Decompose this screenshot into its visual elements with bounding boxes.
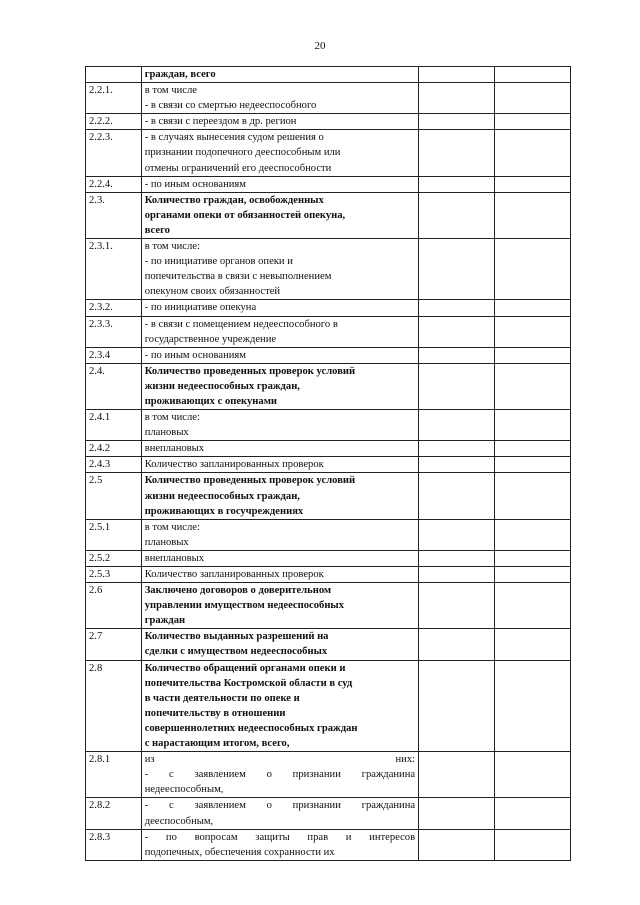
row-number: 2.6 <box>86 583 142 629</box>
row-number: 2.2.1. <box>86 83 142 114</box>
table-row <box>86 363 571 409</box>
description-line: попечительства в связи с невыполнением <box>144 271 332 283</box>
description-line: государственное учреждение <box>144 333 277 345</box>
value-cell-1 <box>419 629 495 660</box>
row-description <box>141 441 418 457</box>
description-line: из них: <box>144 754 416 766</box>
description-line: Количество запланированных проверок <box>144 459 324 471</box>
value-cell-2 <box>495 83 571 114</box>
description-line: - по вопросам защиты прав и интересов <box>144 831 416 843</box>
description-line: Количество проведенных проверок условий <box>144 475 356 487</box>
row-description <box>141 239 418 300</box>
row-number: 2.3.1. <box>86 239 142 300</box>
table-row <box>86 316 571 347</box>
row-number: 2.2.2. <box>86 114 142 130</box>
description-line: - в связи со смертью недееспособного <box>144 100 317 112</box>
value-cell-1 <box>419 83 495 114</box>
row-number: 2.5.1 <box>86 519 142 550</box>
row-number <box>86 67 142 83</box>
table-row <box>86 441 571 457</box>
value-cell-1 <box>419 410 495 441</box>
table-row <box>86 583 571 629</box>
value-cell-1 <box>419 583 495 629</box>
row-description <box>141 410 418 441</box>
row-description <box>141 550 418 566</box>
table-row <box>86 660 571 752</box>
value-cell-1 <box>419 567 495 583</box>
description-line: граждан, всего <box>144 69 216 80</box>
value-cell-1 <box>419 519 495 550</box>
description-line: органами опеки от обязанностей опекуна, <box>144 209 346 221</box>
description-line: в том числе: <box>144 412 200 424</box>
row-description <box>141 629 418 660</box>
row-description <box>141 316 418 347</box>
row-description <box>141 752 418 798</box>
description-line: сделки с имуществом недееспособных <box>144 646 328 658</box>
value-cell-1 <box>419 347 495 363</box>
row-number: 2.2.4. <box>86 176 142 192</box>
value-cell-1 <box>419 550 495 566</box>
table-row <box>86 239 571 300</box>
row-number: 2.4.2 <box>86 441 142 457</box>
table-row <box>86 567 571 583</box>
value-cell-1 <box>419 176 495 192</box>
description-line: всего <box>144 224 170 236</box>
description-line: - по иным основаниям <box>144 349 246 361</box>
row-description <box>141 67 418 83</box>
row-description <box>141 114 418 130</box>
row-number: 2.3.4 <box>86 347 142 363</box>
report-table-body <box>86 67 571 861</box>
description-line: в том числе: <box>144 241 200 253</box>
value-cell-2 <box>495 752 571 798</box>
row-number: 2.4.1 <box>86 410 142 441</box>
description-line: - в связи с помещением недееспособного в <box>144 318 338 330</box>
row-number: 2.2.3. <box>86 130 142 176</box>
description-line: - по иным основаниям <box>144 178 246 190</box>
row-number: 2.4.3 <box>86 457 142 473</box>
description-line: - с заявлением о признании гражданина <box>144 769 416 781</box>
row-number: 2.8.1 <box>86 752 142 798</box>
value-cell-2 <box>495 239 571 300</box>
description-line: в том числе: <box>144 521 200 533</box>
value-cell-1 <box>419 363 495 409</box>
page-number: 20 <box>314 40 326 52</box>
row-description <box>141 829 418 860</box>
table-row <box>86 629 571 660</box>
description-line: проживающих в госучреждениях <box>144 505 304 517</box>
description-line: попечительства Костромской области в суд <box>144 677 353 689</box>
table-row <box>86 519 571 550</box>
value-cell-2 <box>495 829 571 860</box>
value-cell-2 <box>495 347 571 363</box>
row-number: 2.5.2 <box>86 550 142 566</box>
value-cell-1 <box>419 441 495 457</box>
value-cell-2 <box>495 300 571 316</box>
description-line: - по инициативе органов опеки и <box>144 256 293 268</box>
row-number: 2.3. <box>86 192 142 238</box>
description-line: жизни недееспособных граждан, <box>144 490 300 502</box>
description-line: внеплановых <box>144 443 205 455</box>
value-cell-2 <box>495 410 571 441</box>
row-number: 2.8 <box>86 660 142 752</box>
row-number: 2.5.3 <box>86 567 142 583</box>
description-line: - в случаях вынесения судом решения о <box>144 132 324 144</box>
row-description <box>141 473 418 519</box>
value-cell-2 <box>495 176 571 192</box>
description-line: в части деятельности по опеке и <box>144 692 300 704</box>
description-line: признании подопечного дееспособным или <box>144 147 341 159</box>
row-number: 2.8.2 <box>86 798 142 829</box>
value-cell-1 <box>419 829 495 860</box>
value-cell-1 <box>419 300 495 316</box>
value-cell-2 <box>495 67 571 83</box>
description-line: дееспособным, <box>144 815 214 827</box>
description-line: - с заявлением о признании гражданина <box>144 800 416 812</box>
description-line: недееспособным, <box>144 784 224 796</box>
table-row <box>86 798 571 829</box>
row-number: 2.8.3 <box>86 829 142 860</box>
description-line: плановых <box>144 427 189 439</box>
value-cell-1 <box>419 114 495 130</box>
value-cell-1 <box>419 473 495 519</box>
value-cell-1 <box>419 798 495 829</box>
value-cell-2 <box>495 363 571 409</box>
row-description <box>141 83 418 114</box>
row-number: 2.3.3. <box>86 316 142 347</box>
description-line: граждан <box>144 615 186 627</box>
row-description <box>141 192 418 238</box>
row-number: 2.3.2. <box>86 300 142 316</box>
table-row <box>86 410 571 441</box>
row-number: 2.7 <box>86 629 142 660</box>
table-row <box>86 192 571 238</box>
value-cell-1 <box>419 457 495 473</box>
value-cell-2 <box>495 457 571 473</box>
row-description <box>141 798 418 829</box>
value-cell-2 <box>495 567 571 583</box>
table-row <box>86 347 571 363</box>
value-cell-1 <box>419 316 495 347</box>
table-row <box>86 550 571 566</box>
value-cell-1 <box>419 192 495 238</box>
table-row <box>86 300 571 316</box>
description-line: - по инициативе опекуна <box>144 302 257 314</box>
description-line: плановых <box>144 536 189 548</box>
description-line: Количество выданных разрешений на <box>144 631 329 643</box>
description-line: управлении имуществом недееспособных <box>144 600 344 612</box>
description-line: проживающих с опекунами <box>144 395 278 407</box>
table-row <box>86 83 571 114</box>
description-line: в том числе <box>144 85 197 97</box>
table-row <box>86 457 571 473</box>
description-line: - в связи с переездом в др. регион <box>144 116 297 128</box>
description-line: подопечных, обеспечения сохранности их <box>144 846 335 858</box>
row-description <box>141 519 418 550</box>
row-description <box>141 457 418 473</box>
table-row <box>86 114 571 130</box>
description-line: внеплановых <box>144 552 205 564</box>
row-description <box>141 363 418 409</box>
value-cell-2 <box>495 519 571 550</box>
description-line: Количество граждан, освобожденных <box>144 194 324 206</box>
value-cell-2 <box>495 114 571 130</box>
value-cell-2 <box>495 441 571 457</box>
description-line: жизни недееспособных граждан, <box>144 380 300 392</box>
table-row <box>86 752 571 798</box>
value-cell-1 <box>419 752 495 798</box>
description-line: с нарастающим итогом, всего, <box>144 738 290 750</box>
table-row <box>86 829 571 860</box>
description-line: Количество проведенных проверок условий <box>144 365 356 377</box>
table-row <box>86 176 571 192</box>
description-line: Количество обращений органами опеки и <box>144 662 346 674</box>
description-line: отмены ограничений его дееспособности <box>144 162 332 174</box>
row-number: 2.4. <box>86 363 142 409</box>
row-description <box>141 660 418 752</box>
value-cell-2 <box>495 550 571 566</box>
value-cell-2 <box>495 473 571 519</box>
row-description <box>141 567 418 583</box>
row-description <box>141 130 418 176</box>
value-cell-2 <box>495 798 571 829</box>
table-row <box>86 130 571 176</box>
table-row <box>86 473 571 519</box>
value-cell-2 <box>495 583 571 629</box>
row-description <box>141 347 418 363</box>
description-line: Количество запланированных проверок <box>144 569 324 580</box>
row-description <box>141 583 418 629</box>
value-cell-2 <box>495 130 571 176</box>
description-line: совершеннолетних недееспособных граждан <box>144 722 358 734</box>
value-cell-1 <box>419 67 495 83</box>
value-cell-1 <box>419 660 495 752</box>
value-cell-1 <box>419 239 495 300</box>
value-cell-2 <box>495 316 571 347</box>
report-table <box>85 66 571 861</box>
row-description <box>141 300 418 316</box>
row-description <box>141 176 418 192</box>
row-number: 2.5 <box>86 473 142 519</box>
description-line: опекуном своих обязанностей <box>144 286 281 298</box>
description-line: Заключено договоров о доверительном <box>144 585 332 597</box>
value-cell-2 <box>495 192 571 238</box>
value-cell-2 <box>495 660 571 752</box>
table-row <box>86 67 571 83</box>
value-cell-1 <box>419 130 495 176</box>
value-cell-2 <box>495 629 571 660</box>
description-line: попечительству в отношении <box>144 707 286 719</box>
